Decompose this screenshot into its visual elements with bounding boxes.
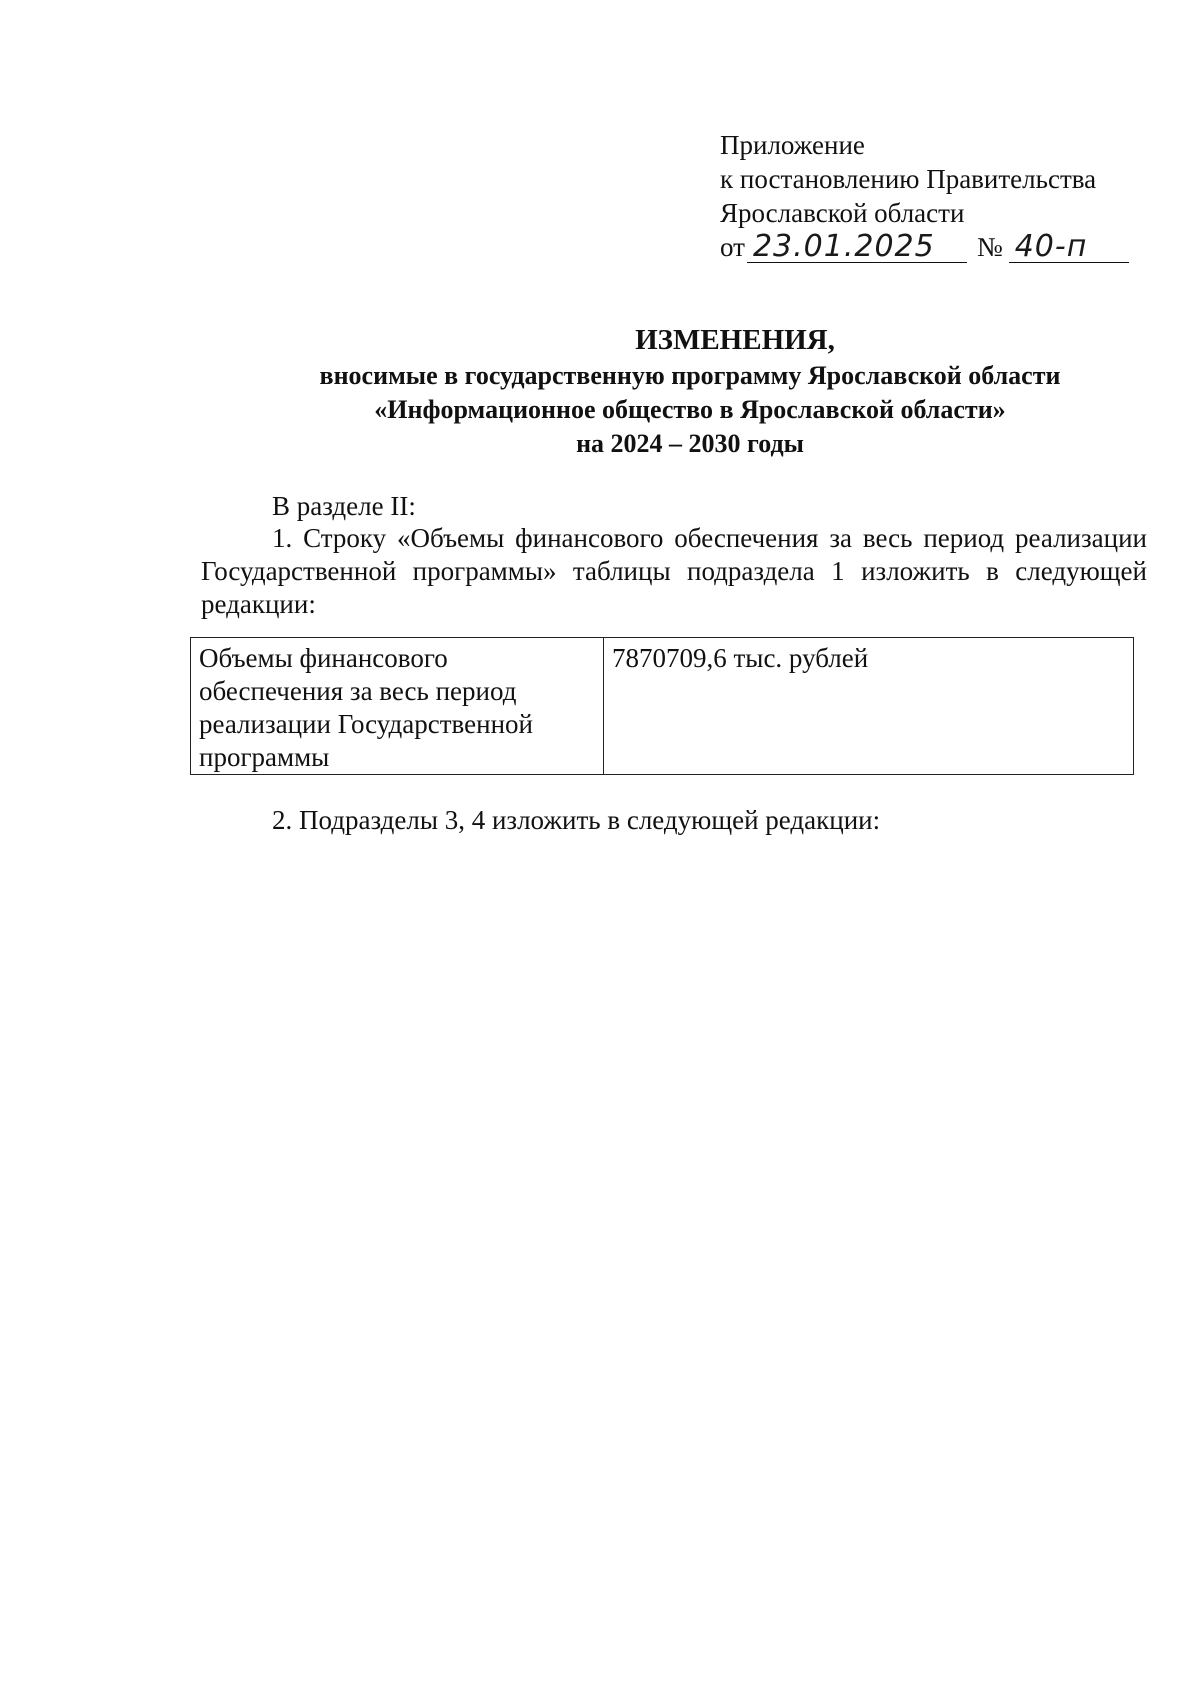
appendix-line-2: к постановлению Правительства bbox=[720, 164, 1097, 194]
document-subtitle-line-1: вносимые в государственную программу Ярославской области bbox=[319, 361, 1061, 390]
financing-table bbox=[190, 637, 1134, 775]
paragraph-item-2: 2. Подразделы 3, 4 изложить в следующей редакции: bbox=[272, 805, 881, 835]
appendix-line-3: Ярославской области bbox=[720, 198, 965, 228]
table-cell-value: 7870709,6 тыс. рублей bbox=[604, 638, 1134, 775]
document-heading: ИЗМЕНЕНИЯ, bbox=[635, 324, 835, 356]
appendix-block bbox=[720, 128, 1129, 264]
paragraph-item-1 bbox=[201, 522, 1147, 621]
handwritten-number: 40-п bbox=[1009, 232, 1129, 263]
table-cell-label: Объемы финансового обеспечения за весь период реализации Государственной программы bbox=[191, 638, 604, 775]
document-subtitle-line-2: «Информационное общество в Ярославской области» bbox=[374, 395, 1006, 424]
number-sign: № bbox=[976, 232, 1003, 262]
appendix-line-1: Приложение bbox=[720, 130, 865, 160]
section-label: В разделе II: bbox=[272, 491, 416, 521]
date-prefix: от bbox=[720, 232, 745, 262]
handwritten-date: 23.01.2025 bbox=[747, 232, 967, 263]
table-row bbox=[191, 638, 1134, 775]
document-subtitle-line-3: на 2024 – 2030 годы bbox=[576, 429, 804, 458]
document-title-block bbox=[200, 322, 1180, 460]
appendix-date-line bbox=[720, 230, 1129, 264]
paragraph-item-1-text: 1. Строку «Объемы финансового обеспечения за весь период реализации Государственной программы» таблицы подраздела 1 изложить в следующей редакции: bbox=[201, 523, 1147, 619]
